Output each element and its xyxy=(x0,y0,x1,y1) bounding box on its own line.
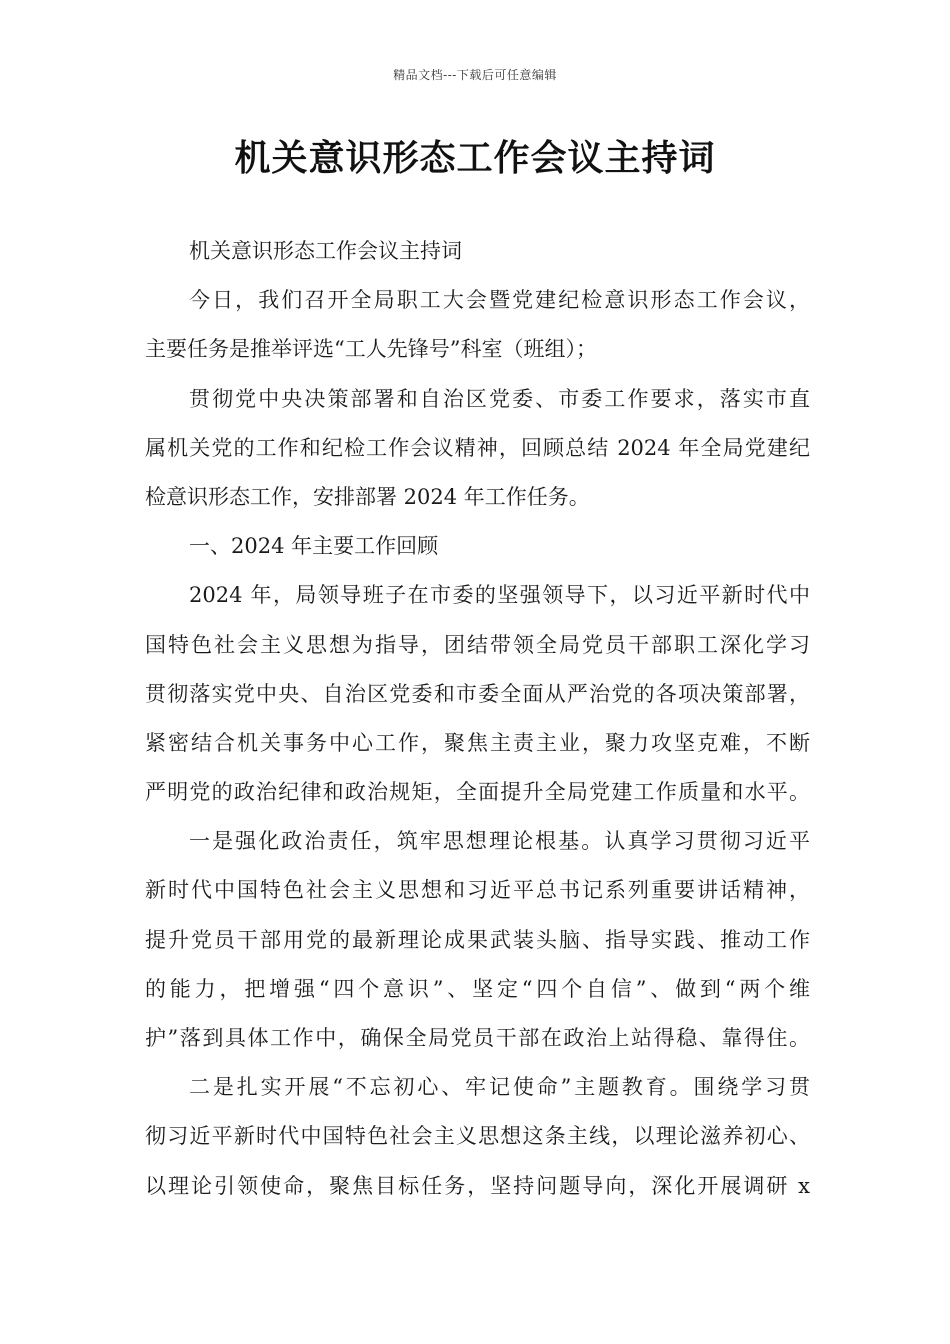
paragraph-line: 一、2024 年主要工作回顾 xyxy=(189,534,439,559)
paragraph-line: 检意识形态工作，安排部署 2024 年工作任务。 xyxy=(145,484,590,509)
paragraph-line: 一是强化政治责任，筑牢思想理论根基。认真学习贯彻习近平 xyxy=(189,829,810,854)
paragraph-line: 国特色社会主义思想为指导，团结带领全局党员干部职工深化学习 xyxy=(145,632,810,657)
paragraph-line: 属机关党的工作和纪检工作会议精神，回顾总结 2024 年全局党建纪 xyxy=(145,435,810,460)
paragraph-line: 2024 年，局领导班子在市委的坚强领导下，以习近平新时代中 xyxy=(189,583,810,608)
paragraph-line: 紧密结合机关事务中心工作，聚焦主责主业，聚力攻坚克难，不断 xyxy=(145,730,810,755)
paragraph-line: 彻习近平新时代中国特色社会主义思想这条主线，以理论滋养初心、 xyxy=(145,1124,810,1149)
paragraph-line: 新时代中国特色社会主义思想和习近平总书记系列重要讲话精神， xyxy=(145,878,810,903)
document-body xyxy=(145,230,810,1214)
document-title: 机关意识形态工作会议主持词 xyxy=(234,138,716,179)
paragraph-line: 的能力，把增强“四个意识”、坚定“四个自信”、做到“两个维 xyxy=(145,976,810,1001)
paragraph-line: 严明党的政治纪律和政治规矩，全面提升全局党建工作质量和水平。 xyxy=(145,780,810,805)
paragraph-line: 提升党员干部用党的最新理论成果武装头脑、指导实践、推动工作 xyxy=(145,927,810,952)
paragraph-line: 机关意识形态工作会议主持词 xyxy=(189,239,462,263)
paragraph-line: 贯彻落实党中央、自治区党委和市委全面从严治党的各项决策部署， xyxy=(145,681,810,706)
paragraph-line: 护”落到具体工作中，确保全局党员干部在政治上站得稳、靠得住。 xyxy=(145,1026,810,1050)
paragraph-line: 二是扎实开展“不忘初心、牢记使命”主题教育。围绕学习贯 xyxy=(189,1075,810,1100)
paragraph-line: 今日，我们召开全局职工大会暨党建纪检意识形态工作会议， xyxy=(189,288,810,313)
header-note: 精品文档---下载后可任意编辑 xyxy=(393,68,557,82)
paragraph-line: 贯彻党中央决策部署和自治区党委、市委工作要求，落实市直 xyxy=(189,386,810,411)
paragraph-line: 以理论引领使命，聚焦目标任务，坚持问题导向，深化开展调研 x xyxy=(145,1173,810,1198)
paragraph-line: 主要任务是推举评选“工人先锋号”科室（班组）； xyxy=(145,337,597,362)
